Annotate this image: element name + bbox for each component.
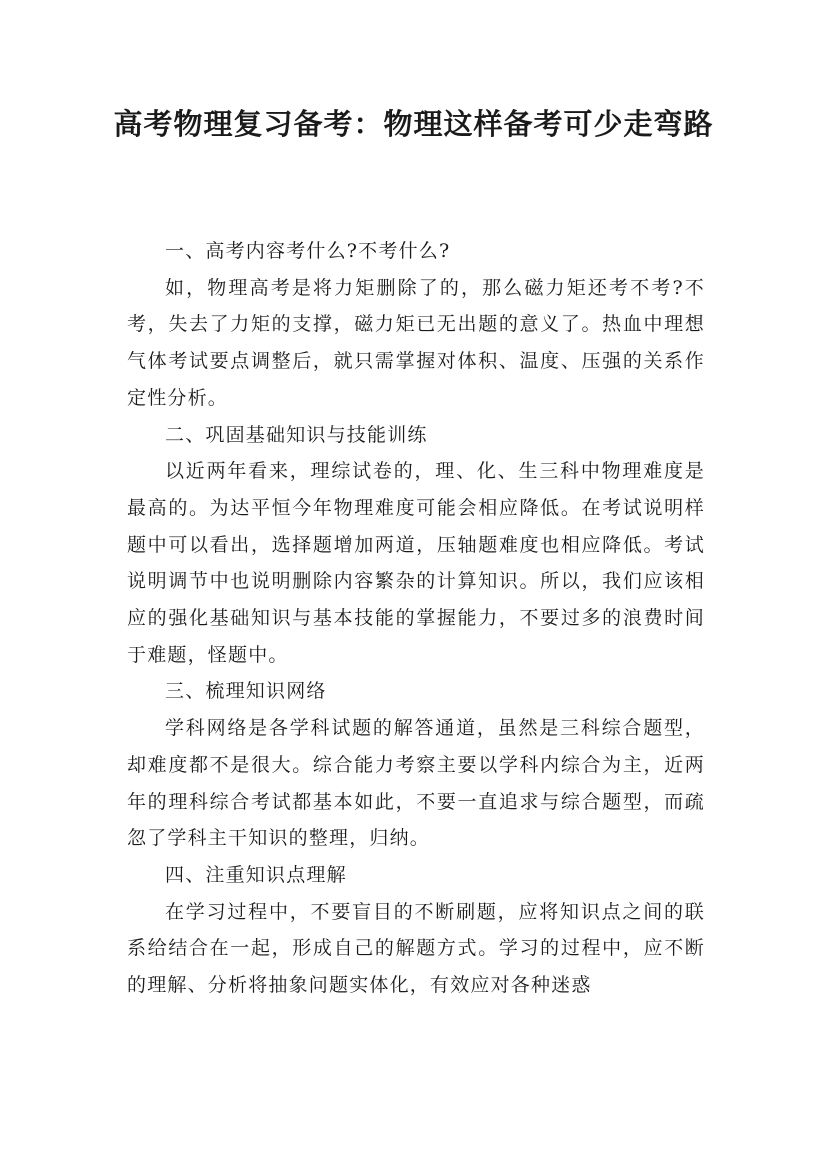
document-title: 高考物理复习备考：物理这样备考可少走弯路 bbox=[113, 107, 714, 141]
section-paragraph-4: 在学习过程中，不要盲目的不断刷题，应将知识点之间的联系给结合在一起，形成自己的解题方式。学习的过程中，应不断的理解、分析将抽象问题实体化，有效应对各种迷惑 bbox=[127, 900, 705, 997]
section-paragraph-1: 如，物理高考是将力矩删除了的，那么磁力矩还考不考?不考，失去了力矩的支撑，磁力矩已无出题的意义了。热血中理想气体考试要点调整后，就只需掌握对体积、温度、压强的关系作定性分析。 bbox=[127, 276, 705, 409]
section-heading-2: 二、巩固基础知识与技能训练 bbox=[165, 423, 428, 446]
section-paragraph-2: 以近两年看来，理综试卷的，理、化、生三科中物理难度是最高的。为达平恒今年物理难度可能会相应降低。在考试说明样题中可以看出，选择题增加两道，压轴题难度也相应降低。考试说明调节中也说明删除内容繁杂的计算知识。所以，我们应该相应的强化基础知识与基本技能的掌握能力，不要过多的浪费时间于难题，怪题中。 bbox=[127, 460, 705, 666]
section-heading-4: 四、注重知识点理解 bbox=[165, 863, 347, 886]
section-paragraph-3: 学科网络是各学科试题的解答通道，虽然是三科综合题型，却难度都不是很大。综合能力考察主要以学科内综合为主，近两年的理科综合考试都基本如此，不要一直追求与综合题型，而疏忽了学科主干知识的整理，归纳。 bbox=[127, 717, 705, 850]
section-heading-1: 一、高考内容考什么?不考什么? bbox=[165, 240, 451, 262]
section-heading-3: 三、梳理知识网络 bbox=[165, 680, 327, 703]
document-body bbox=[127, 233, 705, 1004]
